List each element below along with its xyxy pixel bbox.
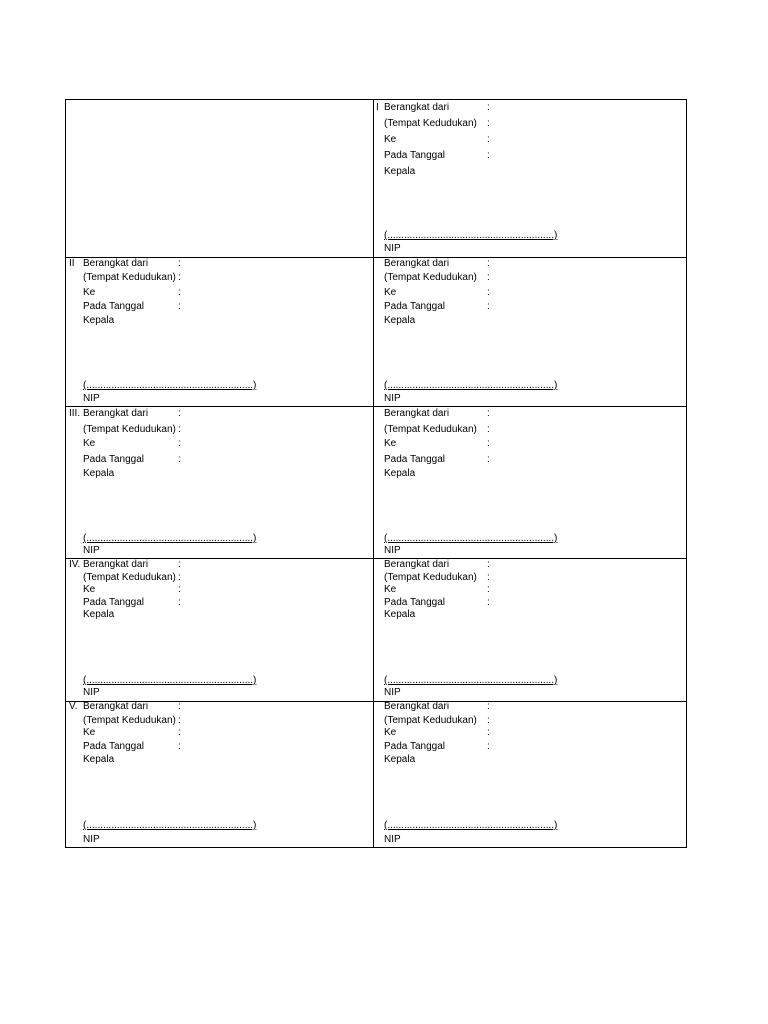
signature-line: (............................................................) — [384, 820, 558, 831]
row-divider — [65, 701, 687, 702]
field-colon: : — [178, 701, 181, 712]
destination-label: Ke — [83, 438, 96, 449]
departed-from-label: Berangkat dari — [384, 559, 450, 570]
nip-label: NIP — [83, 393, 100, 404]
destination-label: Ke — [83, 584, 96, 595]
row-numeral: V. — [69, 701, 78, 712]
destination-label: Ke — [384, 134, 397, 145]
column-divider — [373, 99, 374, 848]
row-numeral: IV. — [69, 559, 81, 570]
home-base-label: (Tempat Kedudukan) — [384, 715, 477, 726]
field-colon: : — [178, 287, 181, 298]
field-colon: : — [178, 715, 181, 726]
date-label: Pada Tanggal — [83, 454, 144, 465]
field-colon: : — [487, 715, 490, 726]
signature-line: (............................................................) — [384, 675, 558, 686]
field-colon: : — [178, 727, 181, 738]
travel-form-table — [65, 99, 687, 848]
home-base-label: (Tempat Kedudukan) — [384, 118, 477, 129]
head-label: Kepala — [384, 609, 416, 620]
home-base-label: (Tempat Kedudukan) — [83, 272, 176, 283]
home-base-label: (Tempat Kedudukan) — [83, 572, 176, 583]
field-colon: : — [178, 741, 181, 752]
signature-line: (............................................................) — [384, 533, 558, 544]
row-divider — [65, 406, 687, 407]
field-colon: : — [487, 454, 490, 465]
departed-from-label: Berangkat dari — [83, 408, 149, 419]
date-label: Pada Tanggal — [83, 597, 144, 608]
nip-label: NIP — [384, 545, 401, 556]
field-colon: : — [487, 727, 490, 738]
field-colon: : — [487, 424, 490, 435]
row-numeral: III. — [69, 408, 81, 419]
field-colon: : — [178, 559, 181, 570]
destination-label: Ke — [83, 727, 96, 738]
field-colon: : — [487, 741, 490, 752]
departed-from-label: Berangkat dari — [384, 408, 450, 419]
date-label: Pada Tanggal — [384, 150, 445, 161]
destination-label: Ke — [384, 438, 397, 449]
destination-label: Ke — [384, 287, 397, 298]
field-colon: : — [487, 301, 490, 312]
signature-line: (............................................................) — [83, 675, 257, 686]
head-label: Kepala — [83, 315, 115, 326]
date-label: Pada Tanggal — [384, 454, 445, 465]
head-label: Kepala — [384, 754, 416, 765]
nip-label: NIP — [83, 834, 100, 845]
field-colon: : — [487, 597, 490, 608]
head-label: Kepala — [384, 468, 416, 479]
field-colon: : — [178, 454, 181, 465]
row-numeral: I — [376, 102, 379, 113]
departed-from-label: Berangkat dari — [83, 559, 149, 570]
signature-line: (............................................................) — [384, 380, 558, 391]
date-label: Pada Tanggal — [384, 301, 445, 312]
date-label: Pada Tanggal — [83, 741, 144, 752]
signature-line: (............................................................) — [384, 230, 558, 241]
home-base-label: (Tempat Kedudukan) — [83, 424, 176, 435]
departed-from-label: Berangkat dari — [384, 102, 450, 113]
home-base-label: (Tempat Kedudukan) — [384, 424, 477, 435]
home-base-label: (Tempat Kedudukan) — [384, 272, 477, 283]
field-colon: : — [487, 134, 490, 145]
nip-label: NIP — [384, 687, 401, 698]
nip-label: NIP — [83, 545, 100, 556]
field-colon: : — [178, 301, 181, 312]
nip-label: NIP — [384, 393, 401, 404]
departed-from-label: Berangkat dari — [83, 258, 149, 269]
departed-from-label: Berangkat dari — [83, 701, 149, 712]
row-numeral: II — [69, 258, 75, 269]
field-colon: : — [178, 438, 181, 449]
field-colon: : — [178, 584, 181, 595]
field-colon: : — [178, 597, 181, 608]
date-label: Pada Tanggal — [83, 301, 144, 312]
field-colon: : — [178, 424, 181, 435]
field-colon: : — [487, 102, 490, 113]
date-label: Pada Tanggal — [384, 741, 445, 752]
home-base-label: (Tempat Kedudukan) — [384, 572, 477, 583]
nip-label: NIP — [384, 243, 401, 254]
home-base-label: (Tempat Kedudukan) — [83, 715, 176, 726]
field-colon: : — [487, 287, 490, 298]
head-label: Kepala — [384, 315, 416, 326]
date-label: Pada Tanggal — [384, 597, 445, 608]
destination-label: Ke — [384, 727, 397, 738]
field-colon: : — [487, 272, 490, 283]
field-colon: : — [178, 258, 181, 269]
destination-label: Ke — [384, 584, 397, 595]
field-colon: : — [487, 572, 490, 583]
field-colon: : — [487, 258, 490, 269]
row-divider — [65, 257, 687, 258]
field-colon: : — [487, 584, 490, 595]
head-label: Kepala — [384, 166, 416, 177]
field-colon: : — [487, 701, 490, 712]
head-label: Kepala — [83, 754, 115, 765]
field-colon: : — [178, 572, 181, 583]
field-colon: : — [487, 559, 490, 570]
head-label: Kepala — [83, 609, 115, 620]
field-colon: : — [178, 272, 181, 283]
nip-label: NIP — [83, 687, 100, 698]
field-colon: : — [487, 150, 490, 161]
nip-label: NIP — [384, 834, 401, 845]
field-colon: : — [487, 438, 490, 449]
field-colon: : — [178, 408, 181, 419]
row-divider — [65, 558, 687, 559]
signature-line: (............................................................) — [83, 820, 257, 831]
departed-from-label: Berangkat dari — [384, 701, 450, 712]
departed-from-label: Berangkat dari — [384, 258, 450, 269]
head-label: Kepala — [83, 468, 115, 479]
signature-line: (............................................................) — [83, 380, 257, 391]
signature-line: (............................................................) — [83, 533, 257, 544]
destination-label: Ke — [83, 287, 96, 298]
field-colon: : — [487, 118, 490, 129]
field-colon: : — [487, 408, 490, 419]
